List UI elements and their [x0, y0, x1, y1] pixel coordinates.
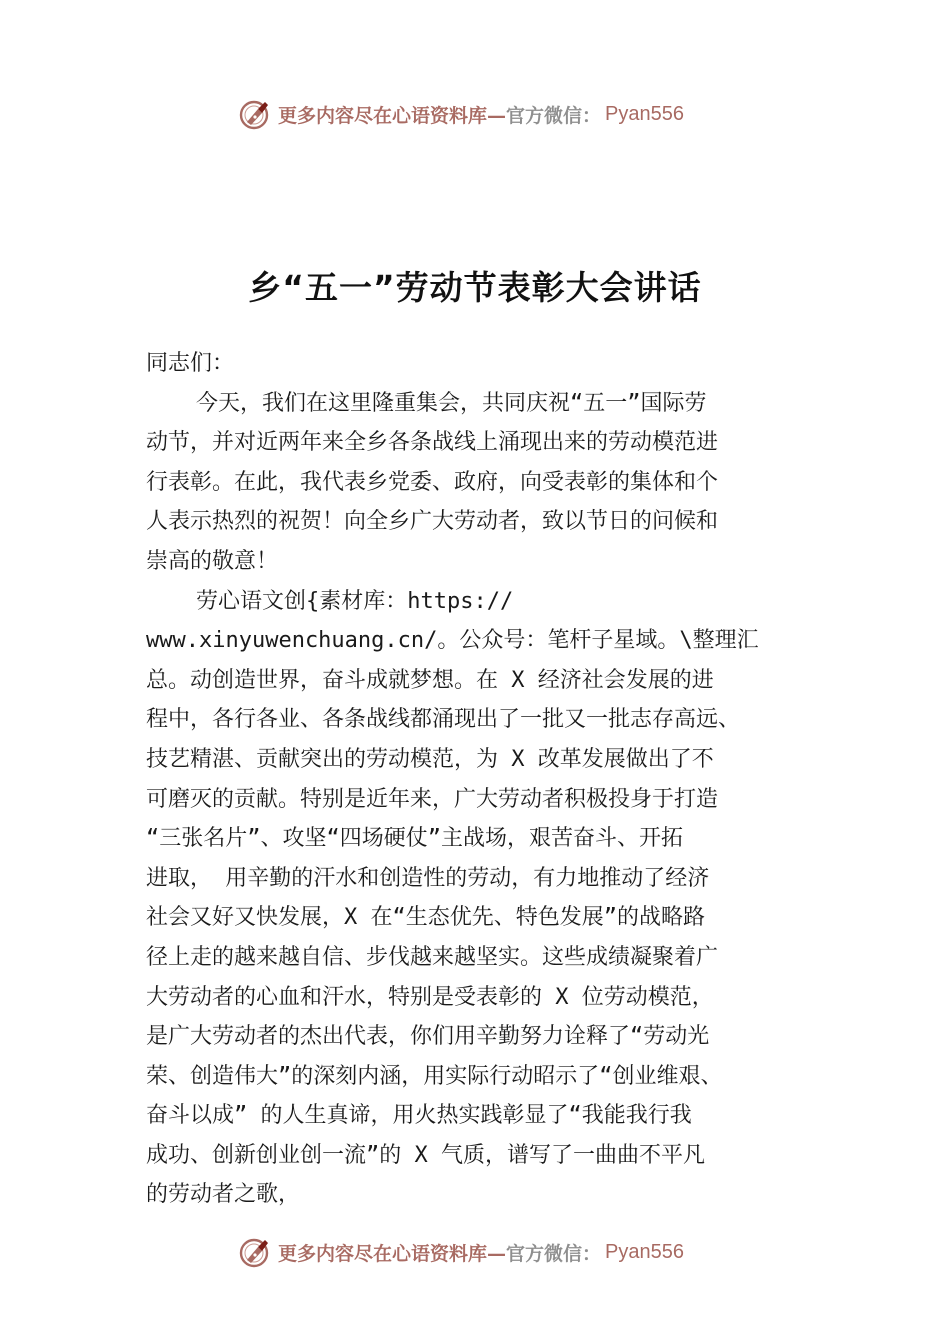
paragraph-line: “三张名片”、攻坚“四场硬仗”主战场，艰苦奋斗、开拓	[146, 826, 683, 852]
paragraph-line: 径上走的越来越自信、步伐越来越坚实。这些成绩凝聚着广	[146, 944, 719, 970]
paragraph-line: 的劳动者之歌，	[146, 1182, 301, 1208]
banner-wechat-label: 官方微信：	[506, 1242, 602, 1265]
paragraph-line: 可磨灭的贡献。特别是近年来，广大劳动者积极投身于打造	[146, 786, 719, 812]
paragraph-line: 今天，我们在这里隆重集会，共同庆祝“五一”国际劳	[196, 390, 707, 416]
paragraph-line: 崇高的敬意！	[146, 548, 279, 574]
pen-nib-in-circle-icon	[238, 97, 272, 131]
footer-banner[interactable]	[238, 1232, 738, 1272]
paragraph-line: 程中，各行各业、各条战线都涌现出了一批又一批志存高远、	[146, 707, 741, 733]
banner-brand-text: 更多内容尽在心语资料库—	[278, 1242, 507, 1265]
paragraph-line: 成功、创新创业创一流”的 X 气质，谱写了一曲曲不平凡	[146, 1142, 705, 1168]
paragraph-line: 行表彰。在此，我代表乡党委、政府，向受表彰的集体和个	[146, 469, 719, 495]
banner-wechat-label: 官方微信：	[506, 104, 602, 127]
paragraph-line: 总。动创造世界，奋斗成就梦想。在 X 经济社会发展的进	[146, 667, 714, 693]
paragraph-line: 是广大劳动者的杰出代表，你们用辛勤努力诠释了“劳动光	[146, 1024, 710, 1050]
paragraph-line: 奋斗以成” 的人生真谛，用火热实践彰显了“我能我行我	[146, 1103, 692, 1129]
paragraph-line: 人表示热烈的祝贺！向全乡广大劳动者，致以节日的问候和	[146, 509, 719, 535]
paragraph-line: 进取， 用辛勤的汗水和创造性的劳动，有力地推动了经济	[146, 865, 710, 891]
paragraph-line: 劳心语文创{素材库：https://	[196, 588, 514, 614]
banner-brand-text: 更多内容尽在心语资料库—	[278, 104, 507, 127]
salutation-line: 同志们：	[146, 351, 235, 376]
document-body	[146, 344, 836, 1215]
paragraph-line: 技艺精湛、贡献突出的劳动模范，为 X 改革发展做出了不	[146, 746, 714, 772]
paragraph-line: www.xinyuwenchuang.cn/。公众号：笔杆子星域。\整理汇	[146, 628, 759, 654]
document-title: 乡“五一”劳动节表彰大会讲话	[248, 268, 702, 307]
pen-nib-in-circle-icon	[238, 1235, 272, 1269]
paragraph-line: 大劳动者的心血和汗水，特别是受表彰的 X 位劳动模范，	[146, 984, 714, 1010]
paragraph-line: 荣、创造伟大”的深刻内涵，用实际行动昭示了“创业维艰、	[146, 1063, 723, 1089]
banner-wechat-id: Pyan556	[605, 102, 684, 125]
banner-wechat-id: Pyan556	[605, 1240, 684, 1263]
paragraph-line: 社会又好又快发展，X 在“生态优先、特色发展”的战略路	[146, 905, 705, 931]
header-banner[interactable]	[238, 94, 738, 134]
paragraph-line: 动节，并对近两年来全乡各条战线上涌现出来的劳动模范进	[146, 430, 719, 456]
